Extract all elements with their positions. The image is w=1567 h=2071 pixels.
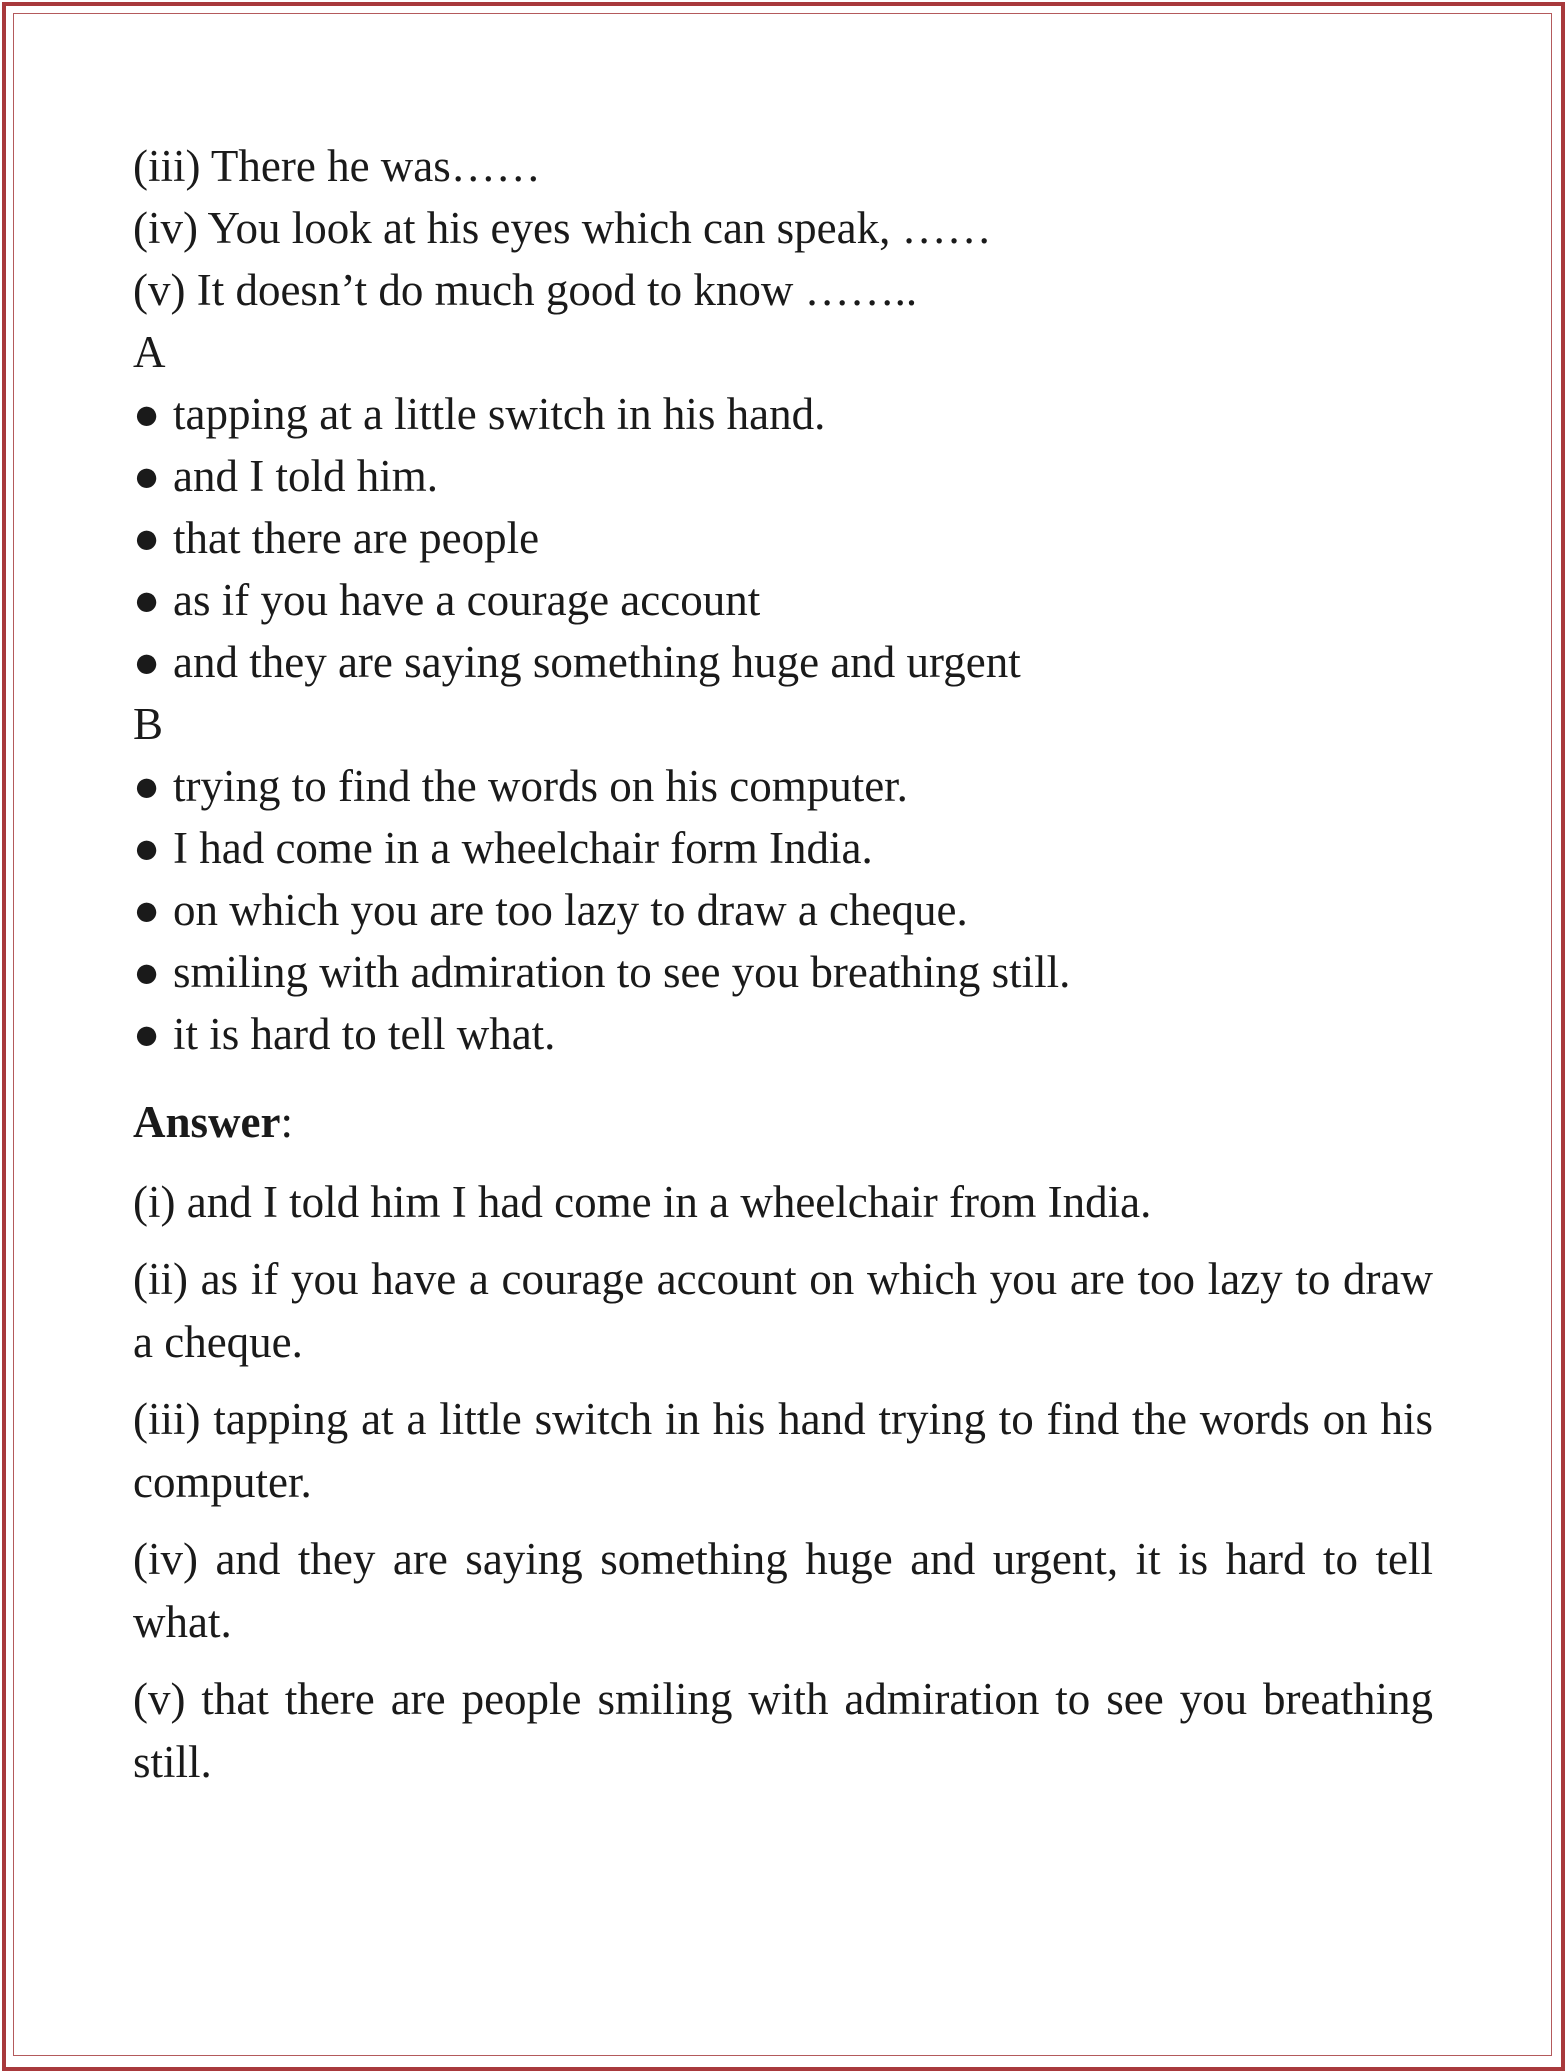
column-b-item bbox=[133, 817, 1433, 879]
column-b-item-text: smiling with admiration to see you breathing still. bbox=[173, 947, 1071, 997]
bullet-icon: ● bbox=[133, 637, 161, 687]
bullet-icon: ● bbox=[133, 451, 161, 501]
answer-heading-text: Answer bbox=[133, 1097, 281, 1147]
answer-item-ii: (ii) as if you have a courage account on which you are too lazy to draw a cheque. bbox=[133, 1254, 1433, 1367]
column-b-item bbox=[133, 1003, 1433, 1065]
question-iv: (iv) You look at his eyes which can speak, …… bbox=[133, 203, 992, 253]
column-a-label: A bbox=[133, 327, 166, 377]
bullet-icon: ● bbox=[133, 1009, 161, 1059]
column-a-item-text: tapping at a little switch in his hand. bbox=[173, 389, 826, 439]
bullet-icon: ● bbox=[133, 885, 161, 935]
column-a-item-text: as if you have a courage account bbox=[173, 575, 761, 625]
answer-item-iv: (iv) and they are saying something huge and urgent, it is hard to tell what. bbox=[133, 1534, 1433, 1647]
answer-heading-colon: : bbox=[280, 1097, 293, 1147]
answer-item-iii: (iii) tapping at a little switch in his hand trying to find the words on his computer. bbox=[133, 1394, 1433, 1507]
question-v: (v) It doesn’t do much good to know …….. bbox=[133, 265, 918, 315]
document-content bbox=[133, 135, 1433, 1794]
bullet-icon: ● bbox=[133, 389, 161, 439]
column-a-item bbox=[133, 631, 1433, 693]
column-b-item bbox=[133, 941, 1433, 1003]
column-b-item-text: trying to find the words on his computer. bbox=[173, 761, 908, 811]
column-a-item-text: and I told him. bbox=[173, 451, 438, 501]
column-b-label: B bbox=[133, 699, 164, 749]
answer-heading bbox=[133, 1087, 1433, 1157]
column-a-item bbox=[133, 383, 1433, 445]
column-b-item-text: on which you are too lazy to draw a cheque. bbox=[173, 885, 968, 935]
column-b-item bbox=[133, 755, 1433, 817]
column-a-item bbox=[133, 445, 1433, 507]
bullet-icon: ● bbox=[133, 947, 161, 997]
bullet-icon: ● bbox=[133, 823, 161, 873]
answer-item-i: (i) and I told him I had come in a wheelchair from India. bbox=[133, 1177, 1152, 1227]
bullet-icon: ● bbox=[133, 575, 161, 625]
question-iii: (iii) There he was…… bbox=[133, 141, 541, 191]
column-b-item-text: I had come in a wheelchair form India. bbox=[173, 823, 873, 873]
column-a-item bbox=[133, 569, 1433, 631]
column-b-item bbox=[133, 879, 1433, 941]
bullet-icon: ● bbox=[133, 761, 161, 811]
answer-item-v: (v) that there are people smiling with admiration to see you breathing still. bbox=[133, 1674, 1433, 1787]
column-a-item bbox=[133, 507, 1433, 569]
column-a-item-text: and they are saying something huge and urgent bbox=[173, 637, 1021, 687]
bullet-icon: ● bbox=[133, 513, 161, 563]
column-a-item-text: that there are people bbox=[173, 513, 540, 563]
column-b-item-text: it is hard to tell what. bbox=[173, 1009, 556, 1059]
